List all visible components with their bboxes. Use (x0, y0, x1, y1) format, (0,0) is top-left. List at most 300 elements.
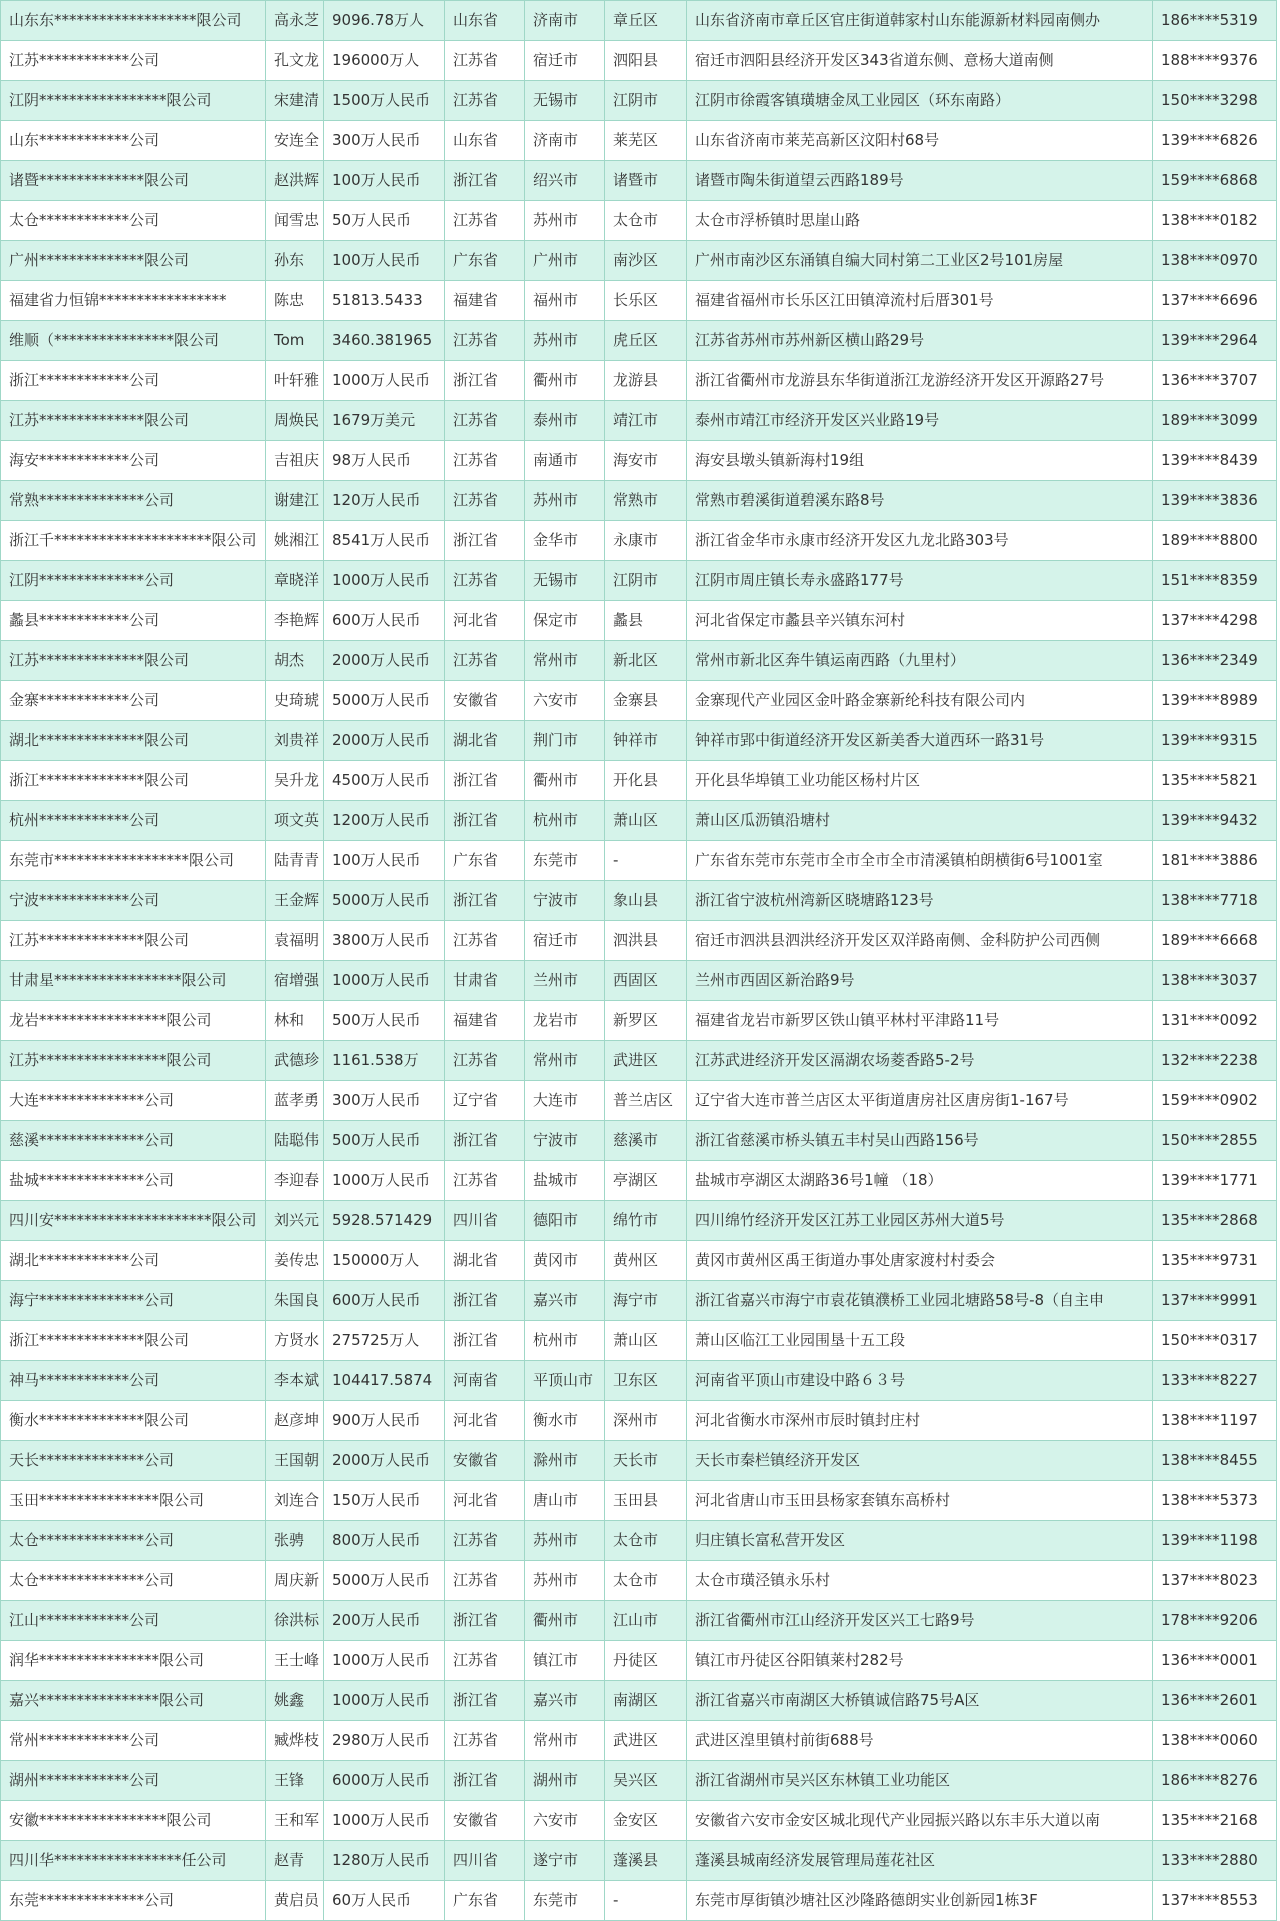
province-cell: 甘肃省 (445, 961, 525, 1001)
table-row (1, 1081, 1277, 1121)
table-row (1, 121, 1277, 161)
capital-cell: 196000万人 (324, 41, 445, 81)
company-name-cell: 天长**************公司 (1, 1441, 266, 1481)
company-name-cell: 蠡县************公司 (1, 601, 266, 641)
province-cell: 四川省 (445, 1841, 525, 1881)
legal-rep-cell: 赵洪辉 (266, 161, 324, 201)
table-row (1, 681, 1277, 721)
table-row (1, 401, 1277, 441)
city-cell: 六安市 (525, 1801, 605, 1841)
phone-cell: 186****5319 (1153, 1, 1277, 41)
company-name-cell: 浙江************公司 (1, 361, 266, 401)
phone-cell: 138****1197 (1153, 1401, 1277, 1441)
table-row (1, 881, 1277, 921)
capital-cell: 1000万人民币 (324, 561, 445, 601)
district-cell: 丹徒区 (605, 1641, 687, 1681)
phone-cell: 135****2168 (1153, 1801, 1277, 1841)
address-cell: 辽宁省大连市普兰店区太平街道唐房社区唐房街1-167号 (687, 1081, 1153, 1121)
district-cell: 钟祥市 (605, 721, 687, 761)
address-cell: 江苏省苏州市苏州新区横山路29号 (687, 321, 1153, 361)
capital-cell: 51813.5433 (324, 281, 445, 321)
company-name-cell: 福建省力恒锦***************** (1, 281, 266, 321)
phone-cell: 186****8276 (1153, 1761, 1277, 1801)
province-cell: 湖北省 (445, 1241, 525, 1281)
address-cell: 宿迁市泗阳县经济开发区343省道东侧、意杨大道南侧 (687, 41, 1153, 81)
table-row (1, 81, 1277, 121)
legal-rep-cell: 宋建清 (266, 81, 324, 121)
address-cell: 山东省济南市章丘区官庄街道韩家村山东能源新材料园南侧办 (687, 1, 1153, 41)
phone-cell: 138****5373 (1153, 1481, 1277, 1521)
province-cell: 江苏省 (445, 441, 525, 481)
capital-cell: 150000万人 (324, 1241, 445, 1281)
capital-cell: 2000万人民币 (324, 721, 445, 761)
phone-cell: 139****1198 (1153, 1521, 1277, 1561)
company-name-cell: 江苏**************限公司 (1, 401, 266, 441)
phone-cell: 136****2349 (1153, 641, 1277, 681)
address-cell: 宿迁市泗洪县泗洪经济开发区双洋路南侧、金科防护公司西侧 (687, 921, 1153, 961)
capital-cell: 100万人民币 (324, 161, 445, 201)
phone-cell: 150****0317 (1153, 1321, 1277, 1361)
city-cell: 宿迁市 (525, 41, 605, 81)
address-cell: 萧山区瓜沥镇沿塘村 (687, 801, 1153, 841)
city-cell: 兰州市 (525, 961, 605, 1001)
table-row (1, 1521, 1277, 1561)
table-row (1, 561, 1277, 601)
phone-cell: 159****0902 (1153, 1081, 1277, 1121)
phone-cell: 136****2601 (1153, 1681, 1277, 1721)
province-cell: 广东省 (445, 241, 525, 281)
phone-cell: 132****2238 (1153, 1041, 1277, 1081)
phone-cell: 189****3099 (1153, 401, 1277, 441)
company-name-cell: 玉田****************限公司 (1, 1481, 266, 1521)
province-cell: 江苏省 (445, 561, 525, 601)
legal-rep-cell: 徐洪标 (266, 1601, 324, 1641)
district-cell: 黄州区 (605, 1241, 687, 1281)
province-cell: 河北省 (445, 1481, 525, 1521)
phone-cell: 139****8439 (1153, 441, 1277, 481)
capital-cell: 1000万人民币 (324, 1801, 445, 1841)
legal-rep-cell: 刘兴元 (266, 1201, 324, 1241)
capital-cell: 9096.78万人 (324, 1, 445, 41)
district-cell: 普兰店区 (605, 1081, 687, 1121)
city-cell: 苏州市 (525, 481, 605, 521)
district-cell: 开化县 (605, 761, 687, 801)
capital-cell: 5000万人民币 (324, 1561, 445, 1601)
city-cell: 绍兴市 (525, 161, 605, 201)
city-cell: 常州市 (525, 1041, 605, 1081)
phone-cell: 138****7718 (1153, 881, 1277, 921)
province-cell: 江苏省 (445, 81, 525, 121)
capital-cell: 6000万人民币 (324, 1761, 445, 1801)
legal-rep-cell: 王士峰 (266, 1641, 324, 1681)
legal-rep-cell: 臧烨枝 (266, 1721, 324, 1761)
legal-rep-cell: 谢建江 (266, 481, 324, 521)
table-row (1, 361, 1277, 401)
legal-rep-cell: 闻雪忠 (266, 201, 324, 241)
company-name-cell: 湖北************公司 (1, 1241, 266, 1281)
legal-rep-cell: 陆青青 (266, 841, 324, 881)
city-cell: 宁波市 (525, 881, 605, 921)
legal-rep-cell: 王锋 (266, 1761, 324, 1801)
province-cell: 广东省 (445, 1881, 525, 1921)
district-cell: 新北区 (605, 641, 687, 681)
company-name-cell: 东莞市******************限公司 (1, 841, 266, 881)
phone-cell: 189****6668 (1153, 921, 1277, 961)
city-cell: 福州市 (525, 281, 605, 321)
capital-cell: 100万人民币 (324, 841, 445, 881)
district-cell: 太仓市 (605, 1521, 687, 1561)
capital-cell: 1000万人民币 (324, 361, 445, 401)
district-cell: 泗阳县 (605, 41, 687, 81)
district-cell: 莱芜区 (605, 121, 687, 161)
company-name-cell: 安徽*****************限公司 (1, 1801, 266, 1841)
city-cell: 杭州市 (525, 801, 605, 841)
province-cell: 浙江省 (445, 761, 525, 801)
company-name-cell: 山东东*******************限公司 (1, 1, 266, 41)
address-cell: 浙江省湖州市吴兴区东林镇工业功能区 (687, 1761, 1153, 1801)
capital-cell: 1200万人民币 (324, 801, 445, 841)
city-cell: 保定市 (525, 601, 605, 641)
legal-rep-cell: 高永芝 (266, 1, 324, 41)
company-name-cell: 江阴**************公司 (1, 561, 266, 601)
city-cell: 南通市 (525, 441, 605, 481)
city-cell: 东莞市 (525, 1881, 605, 1921)
legal-rep-cell: 项文英 (266, 801, 324, 841)
capital-cell: 100万人民币 (324, 241, 445, 281)
district-cell: 蠡县 (605, 601, 687, 641)
table-row (1, 241, 1277, 281)
legal-rep-cell: 朱国良 (266, 1281, 324, 1321)
district-cell: 萧山区 (605, 801, 687, 841)
phone-cell: 135****2868 (1153, 1201, 1277, 1241)
table-row (1, 961, 1277, 1001)
district-cell: 新罗区 (605, 1001, 687, 1041)
phone-cell: 138****0182 (1153, 201, 1277, 241)
company-name-cell: 浙江**************限公司 (1, 1321, 266, 1361)
capital-cell: 104417.5874 (324, 1361, 445, 1401)
phone-cell: 138****3037 (1153, 961, 1277, 1001)
capital-cell: 5000万人民币 (324, 881, 445, 921)
address-cell: 福建省福州市长乐区江田镇漳流村后厝301号 (687, 281, 1153, 321)
capital-cell: 200万人民币 (324, 1601, 445, 1641)
district-cell: 金寨县 (605, 681, 687, 721)
company-name-cell: 海安************公司 (1, 441, 266, 481)
legal-rep-cell: 史琦琥 (266, 681, 324, 721)
phone-cell: 137****9991 (1153, 1281, 1277, 1321)
city-cell: 广州市 (525, 241, 605, 281)
table-row (1, 161, 1277, 201)
phone-cell: 137****6696 (1153, 281, 1277, 321)
company-name-cell: 山东************公司 (1, 121, 266, 161)
district-cell: 龙游县 (605, 361, 687, 401)
legal-rep-cell: 周庆新 (266, 1561, 324, 1601)
address-cell: 浙江省宁波杭州湾新区晓塘路123号 (687, 881, 1153, 921)
city-cell: 黄冈市 (525, 1241, 605, 1281)
district-cell: 长乐区 (605, 281, 687, 321)
company-name-cell: 四川安*********************限公司 (1, 1201, 266, 1241)
table-row (1, 1121, 1277, 1161)
district-cell: 武进区 (605, 1721, 687, 1761)
legal-rep-cell: Tom (266, 321, 324, 361)
capital-cell: 1000万人民币 (324, 1641, 445, 1681)
table-row (1, 1161, 1277, 1201)
address-cell: 浙江省衢州市龙游县东华街道浙江龙游经济开发区开源路27号 (687, 361, 1153, 401)
legal-rep-cell: 赵青 (266, 1841, 324, 1881)
province-cell: 安徽省 (445, 1801, 525, 1841)
phone-cell: 181****3886 (1153, 841, 1277, 881)
capital-cell: 5000万人民币 (324, 681, 445, 721)
capital-cell: 98万人民币 (324, 441, 445, 481)
table-row (1, 921, 1277, 961)
city-cell: 泰州市 (525, 401, 605, 441)
district-cell: 海宁市 (605, 1281, 687, 1321)
district-cell: 金安区 (605, 1801, 687, 1841)
city-cell: 东莞市 (525, 841, 605, 881)
table-row (1, 1281, 1277, 1321)
address-cell: 江阴市周庄镇长寿永盛路177号 (687, 561, 1153, 601)
city-cell: 盐城市 (525, 1161, 605, 1201)
city-cell: 宿迁市 (525, 921, 605, 961)
legal-rep-cell: 叶轩雅 (266, 361, 324, 401)
phone-cell: 139****1771 (1153, 1161, 1277, 1201)
company-name-cell: 太仓**************公司 (1, 1521, 266, 1561)
city-cell: 嘉兴市 (525, 1281, 605, 1321)
address-cell: 河北省唐山市玉田县杨家套镇东高桥村 (687, 1481, 1153, 1521)
phone-cell: 136****0001 (1153, 1641, 1277, 1681)
phone-cell: 139****3836 (1153, 481, 1277, 521)
district-cell: 天长市 (605, 1441, 687, 1481)
phone-cell: 138****0970 (1153, 241, 1277, 281)
table-row (1, 1201, 1277, 1241)
district-cell: 章丘区 (605, 1, 687, 41)
table-row (1, 1441, 1277, 1481)
capital-cell: 1500万人民币 (324, 81, 445, 121)
address-cell: 四川绵竹经济开发区江苏工业园区苏州大道5号 (687, 1201, 1153, 1241)
address-cell: 萧山区临江工业园围垦十五工段 (687, 1321, 1153, 1361)
table-row (1, 1561, 1277, 1601)
address-cell: 太仓市璜泾镇永乐村 (687, 1561, 1153, 1601)
company-name-cell: 盐城**************公司 (1, 1161, 266, 1201)
province-cell: 浙江省 (445, 161, 525, 201)
table-row (1, 601, 1277, 641)
phone-cell: 150****3298 (1153, 81, 1277, 121)
company-name-cell: 浙江千*********************限公司 (1, 521, 266, 561)
district-cell: 蓬溪县 (605, 1841, 687, 1881)
legal-rep-cell: 安连全 (266, 121, 324, 161)
legal-rep-cell: 胡杰 (266, 641, 324, 681)
phone-cell: 135****5821 (1153, 761, 1277, 801)
legal-rep-cell: 赵彦坤 (266, 1401, 324, 1441)
table-row (1, 1801, 1277, 1841)
table-row (1, 1, 1277, 41)
address-cell: 浙江省嘉兴市南湖区大桥镇诚信路75号A区 (687, 1681, 1153, 1721)
address-cell: 兰州市西固区新治路9号 (687, 961, 1153, 1001)
district-cell: 亭湖区 (605, 1161, 687, 1201)
capital-cell: 1000万人民币 (324, 1681, 445, 1721)
table-row (1, 841, 1277, 881)
company-name-cell: 四川华*****************任公司 (1, 1841, 266, 1881)
capital-cell: 50万人民币 (324, 201, 445, 241)
city-cell: 杭州市 (525, 1321, 605, 1361)
address-cell: 蓬溪县城南经济发展管理局莲花社区 (687, 1841, 1153, 1881)
table-row (1, 1241, 1277, 1281)
company-name-cell: 金寨************公司 (1, 681, 266, 721)
legal-rep-cell: 宿增强 (266, 961, 324, 1001)
legal-rep-cell: 武德珍 (266, 1041, 324, 1081)
district-cell: 江山市 (605, 1601, 687, 1641)
city-cell: 常州市 (525, 641, 605, 681)
province-cell: 辽宁省 (445, 1081, 525, 1121)
province-cell: 河南省 (445, 1361, 525, 1401)
district-cell: 萧山区 (605, 1321, 687, 1361)
district-cell: 吴兴区 (605, 1761, 687, 1801)
city-cell: 衢州市 (525, 761, 605, 801)
province-cell: 江苏省 (445, 1161, 525, 1201)
address-cell: 广东省东莞市东莞市全市全市全市清溪镇柏朗横街6号1001室 (687, 841, 1153, 881)
legal-rep-cell: 姜传忠 (266, 1241, 324, 1281)
city-cell: 唐山市 (525, 1481, 605, 1521)
address-cell: 江阴市徐霞客镇璜塘金凤工业园区（环东南路） (687, 81, 1153, 121)
province-cell: 河北省 (445, 1401, 525, 1441)
table-row (1, 1841, 1277, 1881)
district-cell: 常熟市 (605, 481, 687, 521)
city-cell: 衢州市 (525, 361, 605, 401)
company-name-cell: 江苏************公司 (1, 41, 266, 81)
address-cell: 钟祥市郢中街道经济开发区新美香大道西环一路31号 (687, 721, 1153, 761)
address-cell: 武进区湟里镇村前街688号 (687, 1721, 1153, 1761)
legal-rep-cell: 蓝孝勇 (266, 1081, 324, 1121)
capital-cell: 1161.538万 (324, 1041, 445, 1081)
legal-rep-cell: 陆聪伟 (266, 1121, 324, 1161)
city-cell: 滁州市 (525, 1441, 605, 1481)
province-cell: 浙江省 (445, 801, 525, 841)
phone-cell: 138****8455 (1153, 1441, 1277, 1481)
province-cell: 湖北省 (445, 721, 525, 761)
district-cell: 深州市 (605, 1401, 687, 1441)
district-cell: 西固区 (605, 961, 687, 1001)
table-row (1, 1601, 1277, 1641)
legal-rep-cell: 李迎春 (266, 1161, 324, 1201)
legal-rep-cell: 吴升龙 (266, 761, 324, 801)
legal-rep-cell: 黄启员 (266, 1881, 324, 1921)
province-cell: 浙江省 (445, 1681, 525, 1721)
province-cell: 江苏省 (445, 1521, 525, 1561)
company-name-cell: 太仓**************公司 (1, 1561, 266, 1601)
district-cell: 江阴市 (605, 561, 687, 601)
city-cell: 苏州市 (525, 321, 605, 361)
address-cell: 归庄镇长富私营开发区 (687, 1521, 1153, 1561)
table-row (1, 641, 1277, 681)
table-row (1, 1001, 1277, 1041)
city-cell: 苏州市 (525, 201, 605, 241)
capital-cell: 2000万人民币 (324, 1441, 445, 1481)
legal-rep-cell: 周焕民 (266, 401, 324, 441)
phone-cell: 139****9315 (1153, 721, 1277, 761)
province-cell: 江苏省 (445, 921, 525, 961)
capital-cell: 275725万人 (324, 1321, 445, 1361)
company-name-cell: 江苏**************限公司 (1, 921, 266, 961)
capital-cell: 2980万人民币 (324, 1721, 445, 1761)
city-cell: 济南市 (525, 1, 605, 41)
legal-rep-cell: 方贤水 (266, 1321, 324, 1361)
district-cell: 南湖区 (605, 1681, 687, 1721)
company-name-cell: 杭州************公司 (1, 801, 266, 841)
company-name-cell: 江山************公司 (1, 1601, 266, 1641)
company-name-cell: 江阴*****************限公司 (1, 81, 266, 121)
city-cell: 衢州市 (525, 1601, 605, 1641)
table-row (1, 721, 1277, 761)
phone-cell: 139****2964 (1153, 321, 1277, 361)
phone-cell: 189****8800 (1153, 521, 1277, 561)
legal-rep-cell: 姚鑫 (266, 1681, 324, 1721)
company-name-cell: 常州************公司 (1, 1721, 266, 1761)
legal-rep-cell: 李本斌 (266, 1361, 324, 1401)
district-cell: 虎丘区 (605, 321, 687, 361)
address-cell: 山东省济南市莱芜高新区汶阳村68号 (687, 121, 1153, 161)
legal-rep-cell: 林和 (266, 1001, 324, 1041)
company-name-cell: 润华****************限公司 (1, 1641, 266, 1681)
capital-cell: 1280万人民币 (324, 1841, 445, 1881)
capital-cell: 4500万人民币 (324, 761, 445, 801)
province-cell: 江苏省 (445, 1721, 525, 1761)
capital-cell: 3460.381965 (324, 321, 445, 361)
city-cell: 大连市 (525, 1081, 605, 1121)
capital-cell: 300万人民币 (324, 1081, 445, 1121)
capital-cell: 1000万人民币 (324, 961, 445, 1001)
table-row (1, 801, 1277, 841)
phone-cell: 135****9731 (1153, 1241, 1277, 1281)
address-cell: 海安县墩头镇新海村19组 (687, 441, 1153, 481)
company-name-cell: 江苏*****************限公司 (1, 1041, 266, 1081)
province-cell: 安徽省 (445, 681, 525, 721)
city-cell: 常州市 (525, 1721, 605, 1761)
phone-cell: 131****0092 (1153, 1001, 1277, 1041)
capital-cell: 500万人民币 (324, 1001, 445, 1041)
address-cell: 江苏武进经济开发区滆湖农场菱香路5-2号 (687, 1041, 1153, 1081)
address-cell: 浙江省嘉兴市海宁市袁花镇濮桥工业园北塘路58号-8（自主申 (687, 1281, 1153, 1321)
table-row (1, 481, 1277, 521)
district-cell: 江阴市 (605, 81, 687, 121)
company-name-cell: 浙江**************限公司 (1, 761, 266, 801)
city-cell: 衡水市 (525, 1401, 605, 1441)
table-row (1, 1321, 1277, 1361)
capital-cell: 500万人民币 (324, 1121, 445, 1161)
company-name-cell: 东莞**************公司 (1, 1881, 266, 1921)
district-cell: 泗洪县 (605, 921, 687, 961)
table-body (1, 1, 1277, 1921)
address-cell: 常州市新北区奔牛镇运南西路（九里村） (687, 641, 1153, 681)
legal-rep-cell: 袁福明 (266, 921, 324, 961)
address-cell: 太仓市浮桥镇时思崖山路 (687, 201, 1153, 241)
table-row (1, 761, 1277, 801)
legal-rep-cell: 张骋 (266, 1521, 324, 1561)
province-cell: 广东省 (445, 841, 525, 881)
capital-cell: 900万人民币 (324, 1401, 445, 1441)
company-name-cell: 嘉兴****************限公司 (1, 1681, 266, 1721)
legal-rep-cell: 孔文龙 (266, 41, 324, 81)
city-cell: 荆门市 (525, 721, 605, 761)
address-cell: 诸暨市陶朱街道望云西路189号 (687, 161, 1153, 201)
company-name-cell: 甘肃星*****************限公司 (1, 961, 266, 1001)
company-name-cell: 广州**************限公司 (1, 241, 266, 281)
table-row (1, 201, 1277, 241)
phone-cell: 133****8227 (1153, 1361, 1277, 1401)
phone-cell: 138****0060 (1153, 1721, 1277, 1761)
capital-cell: 60万人民币 (324, 1881, 445, 1921)
address-cell: 泰州市靖江市经济开发区兴业路19号 (687, 401, 1153, 441)
capital-cell: 1000万人民币 (324, 1161, 445, 1201)
province-cell: 山东省 (445, 1, 525, 41)
